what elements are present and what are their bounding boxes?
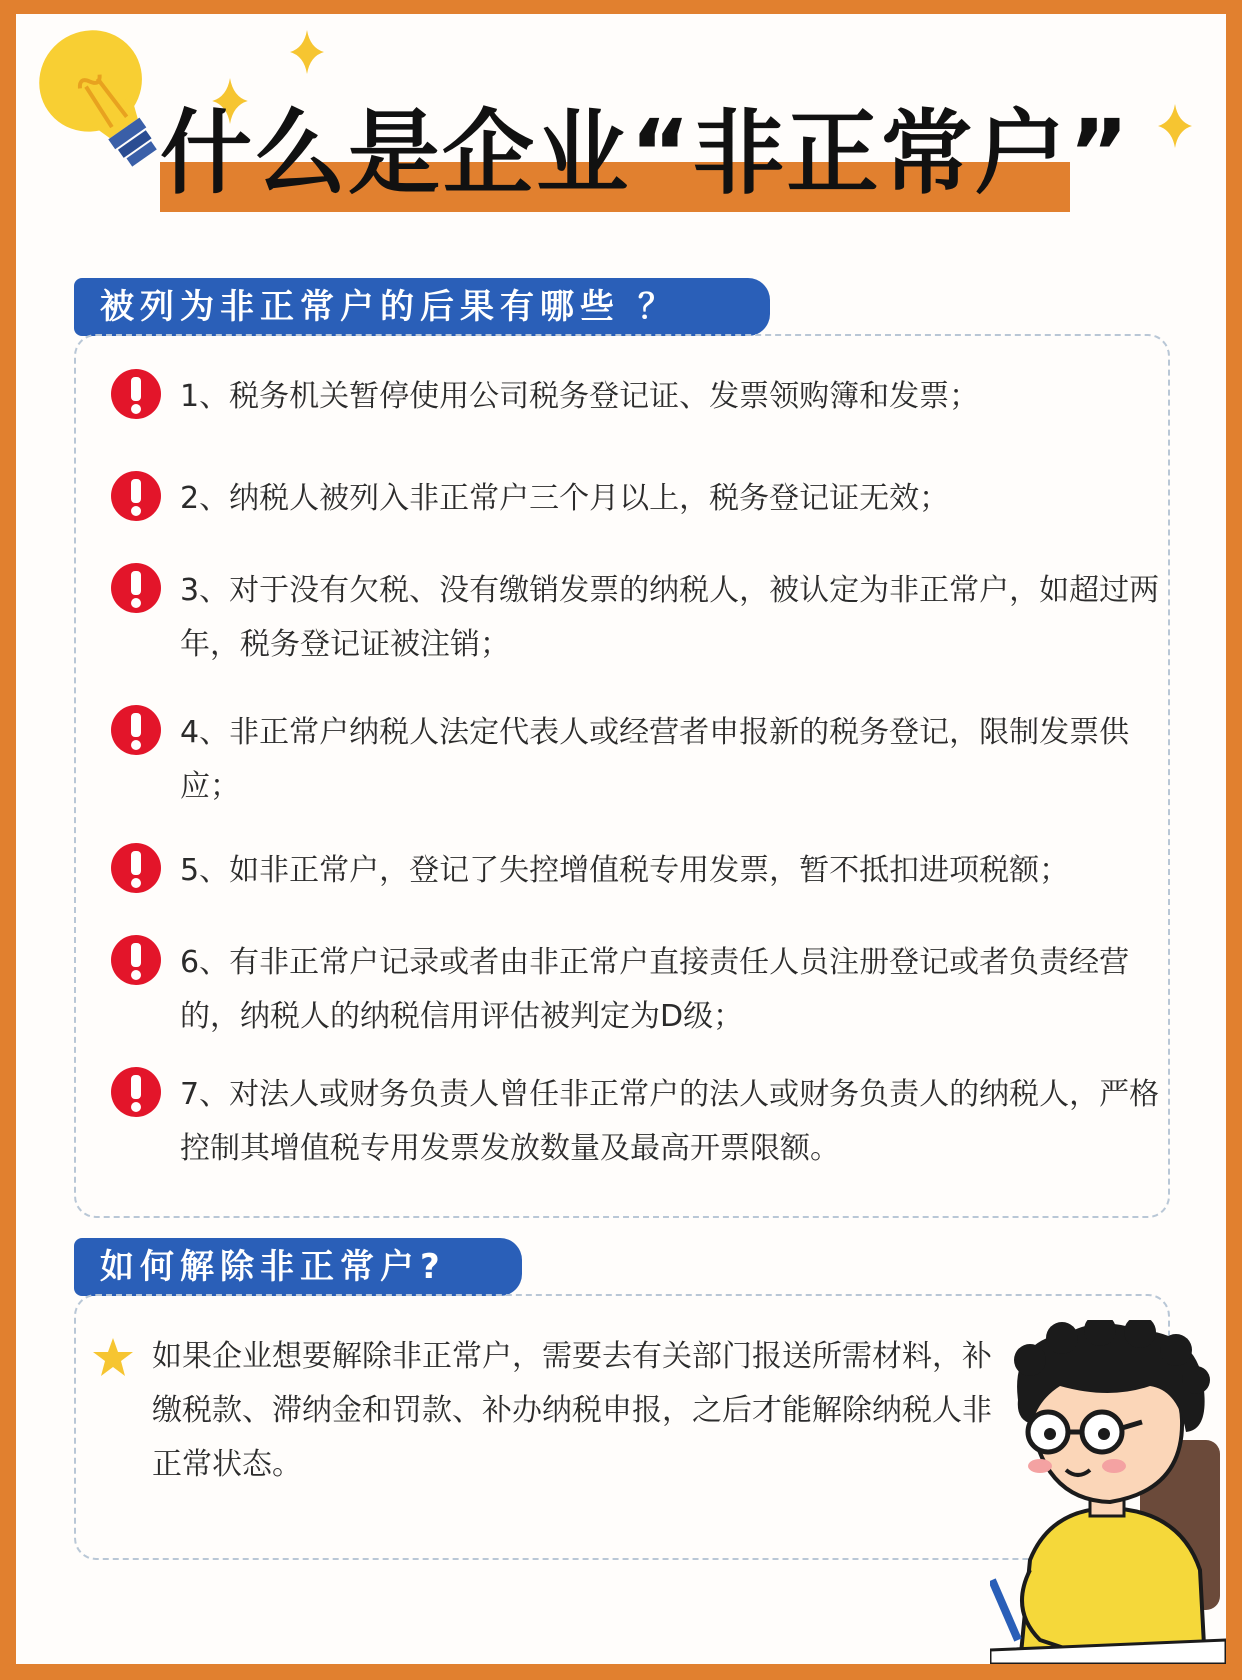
page-title-block (160, 100, 1131, 218)
sparkle-icon (290, 30, 324, 74)
page-title: 什么是企业“非正常户” (160, 100, 1131, 207)
exclamation-circle-icon (110, 934, 162, 986)
sparkle-icon (1158, 104, 1192, 148)
exclamation-circle-icon (110, 842, 162, 894)
exclamation-circle-icon (110, 704, 162, 756)
remove-paragraph: 如果企业想要解除非正常户，需要去有关部门报送所需材料，补缴税款、滞纳金和罚款、补办纳税申报，之后才能解除纳税人非正常状态。 (152, 1339, 992, 1482)
section-heading-consequences: 被列为非正常户的后果有哪些 ？ (74, 278, 770, 336)
list-item-text: 1、税务机关暂停使用公司税务登记证、发票领购簿和发票； (180, 379, 980, 414)
star-icon (92, 1336, 134, 1378)
list-item-text: 7、对法人或财务负责人曾任非正常户的法人或财务负责人的纳税人，严格控制其增值税专用发票发放数量及最高开票限额。 (180, 1077, 1160, 1166)
list-item-text: 4、非正常户纳税人法定代表人或经营者申报新的税务登记，限制发票供应； (180, 715, 1130, 804)
list-item-text: 2、纳税人被列入非正常户三个月以上，税务登记证无效； (180, 481, 950, 516)
exclamation-circle-icon (110, 562, 162, 614)
exclamation-circle-icon (110, 470, 162, 522)
list-item-text: 5、如非正常户，登记了失控增值税专用发票，暂不抵扣进项税额； (180, 853, 1070, 888)
list-item-text: 6、有非正常户记录或者由非正常户直接责任人员注册登记或者负责经营的，纳税人的纳税信用评估被判定为D级； (180, 945, 1130, 1034)
cartoon-student-illustration (990, 1320, 1226, 1664)
section-heading-remove: 如何解除非正常户? (74, 1238, 522, 1296)
exclamation-circle-icon (110, 368, 162, 420)
lightbulb-icon (6, 24, 176, 174)
exclamation-circle-icon (110, 1066, 162, 1118)
list-item-text: 3、对于没有欠税、没有缴销发票的纳税人，被认定为非正常户，如超过两年，税务登记证被注销； (180, 573, 1160, 662)
